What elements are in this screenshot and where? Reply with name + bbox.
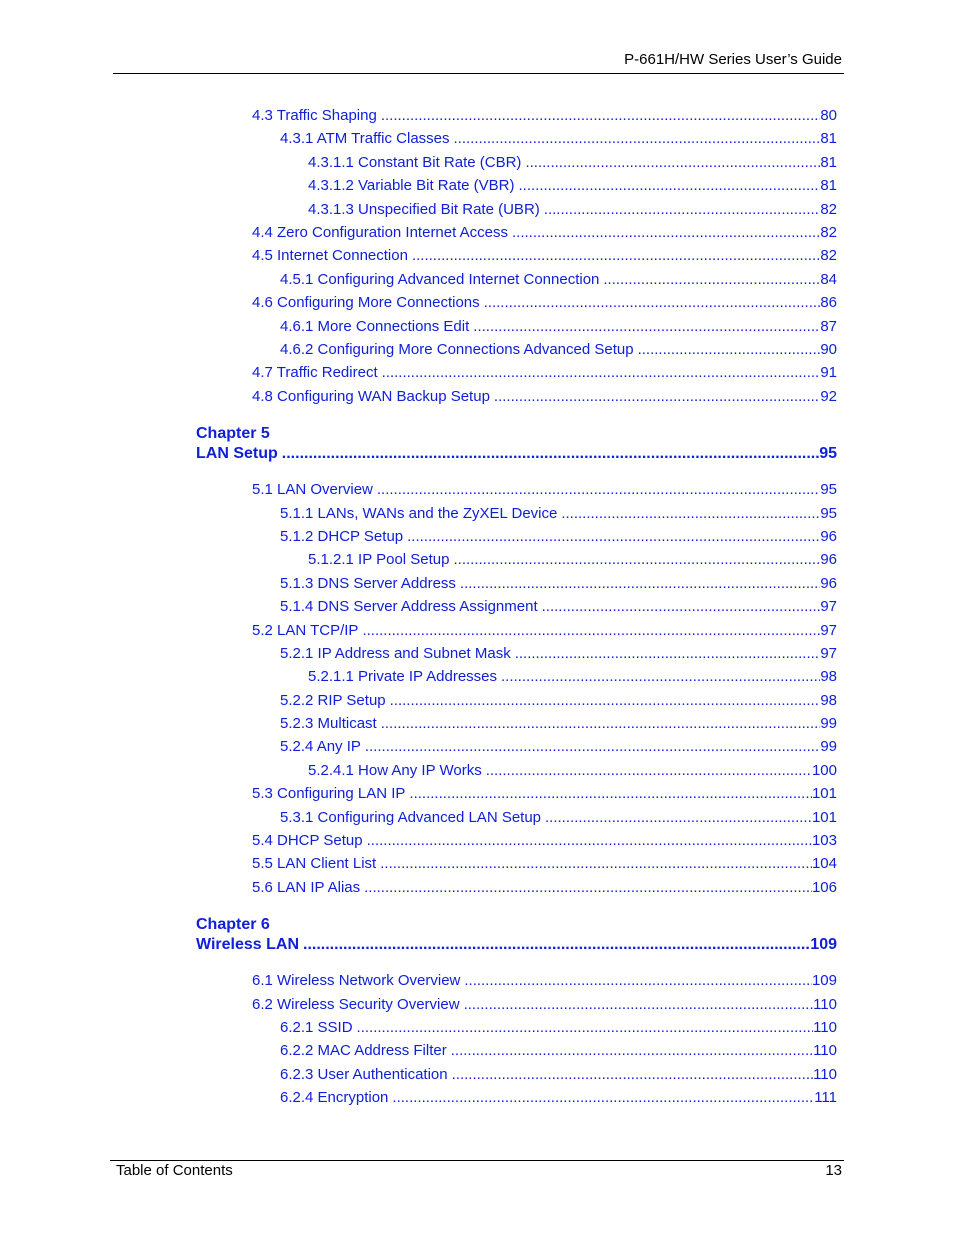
toc-entry-4-5-1[interactable] <box>280 271 837 289</box>
toc-entry-5-2-1[interactable] <box>280 645 837 663</box>
toc-entry-5-2-4-1[interactable] <box>308 762 837 780</box>
toc-entry-6-2-2[interactable] <box>280 1042 837 1060</box>
toc-entry-page: 91 <box>820 364 837 381</box>
toc-entry-title: 6.2.2 MAC Address Filter <box>280 1042 447 1059</box>
chapter-6-number: Chapter 6 <box>196 916 270 933</box>
toc-entry-5-1-1[interactable] <box>280 505 837 523</box>
toc-entry-5-1-2-1[interactable] <box>308 551 837 569</box>
toc-entry-page: 97 <box>820 622 837 639</box>
toc-entry-5-6[interactable] <box>252 879 837 897</box>
toc-entry-title: 6.2.4 Encryption <box>280 1089 389 1106</box>
toc-entry-5-2-4[interactable] <box>280 738 837 756</box>
toc-entry-title: 5.2.1.1 Private IP Addresses <box>308 668 498 685</box>
toc-entry-4-3-1[interactable] <box>280 130 837 148</box>
toc-entry-page: 109 <box>811 972 837 989</box>
toc-entry-6-2-3[interactable] <box>280 1066 837 1084</box>
header-guide-title: P-661H/HW Series User’s Guide <box>624 51 842 68</box>
toc-entry-5-4[interactable] <box>252 832 837 850</box>
toc-entry-page: 110 <box>813 996 837 1013</box>
toc-entry-page: 98 <box>820 668 837 685</box>
toc-entry-title: 4.3.1 ATM Traffic Classes <box>280 130 450 147</box>
toc-entry-title: 6.2.3 User Authentication <box>280 1066 448 1083</box>
toc-entry-5-3[interactable] <box>252 785 837 803</box>
toc-entry-5-2-3[interactable] <box>280 715 837 733</box>
toc-entry-page: 100 <box>811 762 837 779</box>
toc-entry-title: 6.2 Wireless Security Overview <box>252 996 460 1013</box>
toc-entry-page: 103 <box>811 832 837 849</box>
toc-entry-4-6-2[interactable] <box>280 341 837 359</box>
toc-entry-page: 110 <box>813 1066 837 1083</box>
toc-entry-4-8[interactable] <box>252 388 837 406</box>
toc-entry-page: 97 <box>820 645 837 662</box>
toc-entry-5-3-1[interactable] <box>280 809 837 827</box>
toc-entry-page: 86 <box>820 294 837 311</box>
toc-entry-4-3-1-1[interactable] <box>308 154 837 172</box>
toc-entry-page: 101 <box>811 785 837 802</box>
toc-entry-5-1-3[interactable] <box>280 575 837 593</box>
toc-entry-title: 5.1.2 DHCP Setup <box>280 528 404 545</box>
toc-entry-page: 96 <box>820 551 837 568</box>
toc-entry-6-1[interactable] <box>252 972 837 990</box>
toc-entry-title: 4.8 Configuring WAN Backup Setup <box>252 388 490 405</box>
toc-entry-4-6-1[interactable] <box>280 318 837 336</box>
toc-entry-4-3-1-2[interactable] <box>308 177 837 195</box>
toc-entry-title: 5.1.4 DNS Server Address Assignment <box>280 598 538 615</box>
toc-entry-4-3-1-3[interactable] <box>308 201 837 219</box>
toc-entry-title: 4.7 Traffic Redirect <box>252 364 378 381</box>
toc-entry-4-7[interactable] <box>252 364 837 382</box>
toc-entry-title: 5.2.3 Multicast <box>280 715 377 732</box>
toc-entry-title: 6.2.1 SSID <box>280 1019 353 1036</box>
toc-entry-6-2[interactable] <box>252 996 837 1014</box>
toc-entry-page: 87 <box>820 318 837 335</box>
header-divider <box>113 73 844 74</box>
toc-chapter-6[interactable] <box>196 935 837 955</box>
toc-entry-title: 5.6 LAN IP Alias <box>252 879 361 896</box>
toc-entry-title: 4.3.1.1 Constant Bit Rate (CBR) <box>308 154 522 171</box>
toc-entry-5-2[interactable] <box>252 622 837 640</box>
footer-divider <box>110 1160 844 1161</box>
toc-entry-page: 95 <box>820 505 837 522</box>
toc-entry-title: 4.5.1 Configuring Advanced Internet Connection <box>280 271 600 288</box>
toc-entry-title: 4.4 Zero Configuration Internet Access <box>252 224 508 241</box>
toc-chapter-page: 109 <box>810 936 837 953</box>
toc-entry-page: 82 <box>820 224 837 241</box>
toc-entry-title: 4.6.2 Configuring More Connections Advanced Setup <box>280 341 634 358</box>
toc-entry-title: 5.1.2.1 IP Pool Setup <box>308 551 450 568</box>
footer-page-number: 13 <box>825 1162 842 1179</box>
toc-entry-page: 90 <box>820 341 837 358</box>
toc-entry-title: 4.3.1.3 Unspecified Bit Rate (UBR) <box>308 201 540 218</box>
toc-entry-page: 80 <box>820 107 837 124</box>
toc-chapter-5[interactable] <box>196 444 837 464</box>
toc-entry-title: 4.6.1 More Connections Edit <box>280 318 470 335</box>
toc-entry-6-2-4[interactable] <box>280 1089 837 1107</box>
chapter-5-number: Chapter 5 <box>196 425 270 442</box>
toc-entry-title: 5.1.3 DNS Server Address <box>280 575 456 592</box>
toc-entry-title: 6.1 Wireless Network Overview <box>252 972 461 989</box>
toc-entry-page: 81 <box>820 130 837 147</box>
toc-entry-title: 5.5 LAN Client List <box>252 855 377 872</box>
toc-entry-title: 4.3.1.2 Variable Bit Rate (VBR) <box>308 177 515 194</box>
toc-entry-page: 96 <box>820 575 837 592</box>
toc-entry-title: 5.4 DHCP Setup <box>252 832 363 849</box>
toc-entry-title: 5.1 LAN Overview <box>252 481 373 498</box>
toc-entry-4-5[interactable] <box>252 247 837 265</box>
toc-chapter-title: LAN Setup <box>196 445 278 462</box>
toc-entry-page: 104 <box>811 855 837 872</box>
toc-entry-page: 110 <box>813 1042 837 1059</box>
toc-entry-title: 5.1.1 LANs, WANs and the ZyXEL Device <box>280 505 558 522</box>
toc-entry-page: 97 <box>820 598 837 615</box>
toc-entry-4-6[interactable] <box>252 294 837 312</box>
toc-chapter-title: Wireless LAN <box>196 936 299 953</box>
toc-entry-page: 84 <box>820 271 837 288</box>
toc-entry-5-2-2[interactable] <box>280 692 837 710</box>
toc-entry-title: 4.3 Traffic Shaping <box>252 107 377 124</box>
toc-entry-page: 106 <box>811 879 837 896</box>
toc-entry-page: 81 <box>820 177 837 194</box>
toc-entry-page: 81 <box>820 154 837 171</box>
toc-entry-title: 5.2.2 RIP Setup <box>280 692 386 709</box>
toc-entry-page: 82 <box>820 247 837 264</box>
toc-entry-6-2-1[interactable] <box>280 1019 837 1037</box>
toc-entry-page: 92 <box>820 388 837 405</box>
toc-entry-page: 82 <box>820 201 837 218</box>
toc-entry-page: 95 <box>820 481 837 498</box>
toc-entry-page: 99 <box>820 715 837 732</box>
toc-entry-5-1-4[interactable] <box>280 598 837 616</box>
toc-entry-page: 111 <box>814 1089 837 1106</box>
toc-entry-title: 5.3.1 Configuring Advanced LAN Setup <box>280 809 542 826</box>
toc-entry-page: 110 <box>813 1019 837 1036</box>
toc-entry-5-5[interactable] <box>252 855 837 873</box>
toc-chapter-page: 95 <box>819 445 837 462</box>
toc-entry-title: 4.5 Internet Connection <box>252 247 408 264</box>
toc-entry-title: 5.2.4 Any IP <box>280 738 361 755</box>
toc-entry-title: 5.2 LAN TCP/IP <box>252 622 359 639</box>
toc-entry-5-2-1-1[interactable] <box>308 668 837 686</box>
toc-entry-page: 98 <box>820 692 837 709</box>
toc-entry-page: 96 <box>820 528 837 545</box>
toc-entry-title: 5.2.1 IP Address and Subnet Mask <box>280 645 511 662</box>
toc-entry-title: 5.2.4.1 How Any IP Works <box>308 762 482 779</box>
toc-entry-page: 101 <box>811 809 837 826</box>
toc-entry-4-3[interactable] <box>252 107 837 125</box>
toc-entry-5-1-2[interactable] <box>280 528 837 546</box>
footer-section-name: Table of Contents <box>116 1162 233 1179</box>
toc-entry-5-1[interactable] <box>252 481 837 499</box>
toc-entry-title: 4.6 Configuring More Connections <box>252 294 480 311</box>
toc-entry-4-4[interactable] <box>252 224 837 242</box>
toc-entry-page: 99 <box>820 738 837 755</box>
toc-entry-title: 5.3 Configuring LAN IP <box>252 785 406 802</box>
